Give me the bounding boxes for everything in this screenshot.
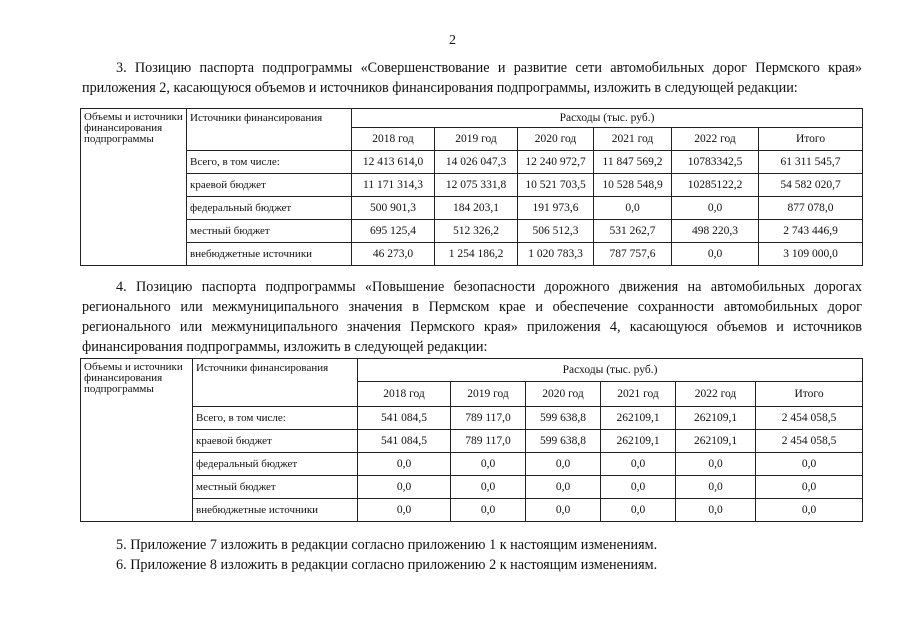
value-cell: 2 743 446,9 — [759, 220, 863, 243]
value-cell: 0,0 — [756, 453, 863, 476]
value-cell: 1 254 186,2 — [435, 243, 518, 266]
year-header: 2021 год — [601, 382, 676, 407]
source-cell: внебюджетные источники — [187, 243, 352, 266]
value-cell: 12 075 331,8 — [435, 174, 518, 197]
value-cell: 0,0 — [601, 476, 676, 499]
value-cell: 2 454 058,5 — [756, 430, 863, 453]
financing-table-2 — [80, 358, 863, 522]
year-header: 2022 год — [672, 128, 759, 151]
value-cell: 498 220,3 — [672, 220, 759, 243]
value-cell: 0,0 — [526, 476, 601, 499]
year-header: 2022 год — [676, 382, 756, 407]
value-cell: 0,0 — [526, 499, 601, 522]
value-cell: 0,0 — [672, 197, 759, 220]
year-header: 2020 год — [526, 382, 601, 407]
value-cell: 512 326,2 — [435, 220, 518, 243]
paragraph-6: 6. Приложение 8 изложить в редакции согласно приложению 2 к настоящим изменениям. — [116, 557, 658, 573]
value-cell: 2 454 058,5 — [756, 407, 863, 430]
value-cell: 1 020 783,3 — [518, 243, 594, 266]
value-cell: 12 240 972,7 — [518, 151, 594, 174]
total-header: Итого — [756, 382, 863, 407]
value-cell: 262109,1 — [601, 407, 676, 430]
value-cell: 0,0 — [672, 243, 759, 266]
paragraph-3: 3. Позицию паспорта подпрограммы «Совершенствование и развитие сети автомобильных дорог Пермского края» приложения 2, касающуюся объемов и источников финансирования подпрограммы, изложить в следующей редакции: — [82, 60, 862, 96]
value-cell: 191 973,6 — [518, 197, 594, 220]
value-cell: 0,0 — [451, 476, 526, 499]
value-cell: 0,0 — [676, 453, 756, 476]
table-row — [81, 220, 863, 243]
volumes-label: Объемы и источники финансирования подпрограммы — [81, 359, 193, 522]
year-header: 2018 год — [358, 382, 451, 407]
page-number: 2 — [449, 33, 456, 48]
value-cell: 0,0 — [676, 476, 756, 499]
source-cell: внебюджетные источники — [193, 499, 358, 522]
table-row — [81, 407, 863, 430]
table-row — [81, 476, 863, 499]
expenses-header: Расходы (тыс. руб.) — [352, 109, 863, 128]
financing-table-1 — [80, 108, 863, 266]
source-cell: местный бюджет — [187, 220, 352, 243]
value-cell: 0,0 — [451, 453, 526, 476]
source-cell: местный бюджет — [193, 476, 358, 499]
value-cell: 0,0 — [756, 499, 863, 522]
value-cell: 10 528 548,9 — [594, 174, 672, 197]
expenses-header: Расходы (тыс. руб.) — [358, 359, 863, 382]
source-cell: федеральный бюджет — [193, 453, 358, 476]
value-cell: 12 413 614,0 — [352, 151, 435, 174]
value-cell: 695 125,4 — [352, 220, 435, 243]
sources-header: Источники финансирования — [187, 109, 352, 151]
value-cell: 506 512,3 — [518, 220, 594, 243]
value-cell: 184 203,1 — [435, 197, 518, 220]
year-header: 2019 год — [451, 382, 526, 407]
total-header: Итого — [759, 128, 863, 151]
value-cell: 262109,1 — [676, 407, 756, 430]
value-cell: 0,0 — [526, 453, 601, 476]
value-cell: 0,0 — [358, 499, 451, 522]
paragraph-5: 5. Приложение 7 изложить в редакции согласно приложению 1 к настоящим изменениям. — [116, 537, 658, 553]
value-cell: 531 262,7 — [594, 220, 672, 243]
table-row — [81, 174, 863, 197]
value-cell: 10285122,2 — [672, 174, 759, 197]
value-cell: 541 084,5 — [358, 430, 451, 453]
year-header: 2018 год — [352, 128, 435, 151]
source-cell: краевой бюджет — [193, 430, 358, 453]
source-cell: федеральный бюджет — [187, 197, 352, 220]
source-cell: Всего, в том числе: — [187, 151, 352, 174]
value-cell: 46 273,0 — [352, 243, 435, 266]
value-cell: 0,0 — [451, 499, 526, 522]
value-cell: 14 026 047,3 — [435, 151, 518, 174]
value-cell: 262109,1 — [601, 430, 676, 453]
value-cell: 877 078,0 — [759, 197, 863, 220]
table-row — [81, 499, 863, 522]
value-cell: 0,0 — [756, 476, 863, 499]
value-cell: 787 757,6 — [594, 243, 672, 266]
value-cell: 500 901,3 — [352, 197, 435, 220]
value-cell: 789 117,0 — [451, 407, 526, 430]
table-row — [81, 197, 863, 220]
value-cell: 11 171 314,3 — [352, 174, 435, 197]
table-row — [81, 151, 863, 174]
paragraph-4: 4. Позицию паспорта подпрограммы «Повышение безопасности дорожного движения на автомобильных дорогах регионального или межмуниципального значения в Пермском крае и обеспечение сохранности автомобильных дорог регионального или межмуниципального значения Пермского края» приложения 4, касающуюся объемов и источников финансирования подпрограммы, изложить в следующей редакции: — [82, 279, 862, 355]
value-cell: 0,0 — [601, 453, 676, 476]
value-cell: 61 311 545,7 — [759, 151, 863, 174]
value-cell: 10783342,5 — [672, 151, 759, 174]
value-cell: 599 638,8 — [526, 430, 601, 453]
year-header: 2019 год — [435, 128, 518, 151]
source-cell: Всего, в том числе: — [193, 407, 358, 430]
table-row — [81, 453, 863, 476]
value-cell: 0,0 — [676, 499, 756, 522]
volumes-label: Объемы и источники финансирования подпрограммы — [81, 109, 187, 266]
value-cell: 599 638,8 — [526, 407, 601, 430]
value-cell: 789 117,0 — [451, 430, 526, 453]
value-cell: 0,0 — [601, 499, 676, 522]
value-cell: 262109,1 — [676, 430, 756, 453]
value-cell: 541 084,5 — [358, 407, 451, 430]
value-cell: 0,0 — [358, 453, 451, 476]
year-header: 2021 год — [594, 128, 672, 151]
value-cell: 0,0 — [358, 476, 451, 499]
table-row — [81, 430, 863, 453]
sources-header: Источники финансирования — [193, 359, 358, 407]
value-cell: 3 109 000,0 — [759, 243, 863, 266]
year-header: 2020 год — [518, 128, 594, 151]
value-cell: 11 847 569,2 — [594, 151, 672, 174]
value-cell: 54 582 020,7 — [759, 174, 863, 197]
value-cell: 10 521 703,5 — [518, 174, 594, 197]
value-cell: 0,0 — [594, 197, 672, 220]
source-cell: краевой бюджет — [187, 174, 352, 197]
table-row — [81, 243, 863, 266]
